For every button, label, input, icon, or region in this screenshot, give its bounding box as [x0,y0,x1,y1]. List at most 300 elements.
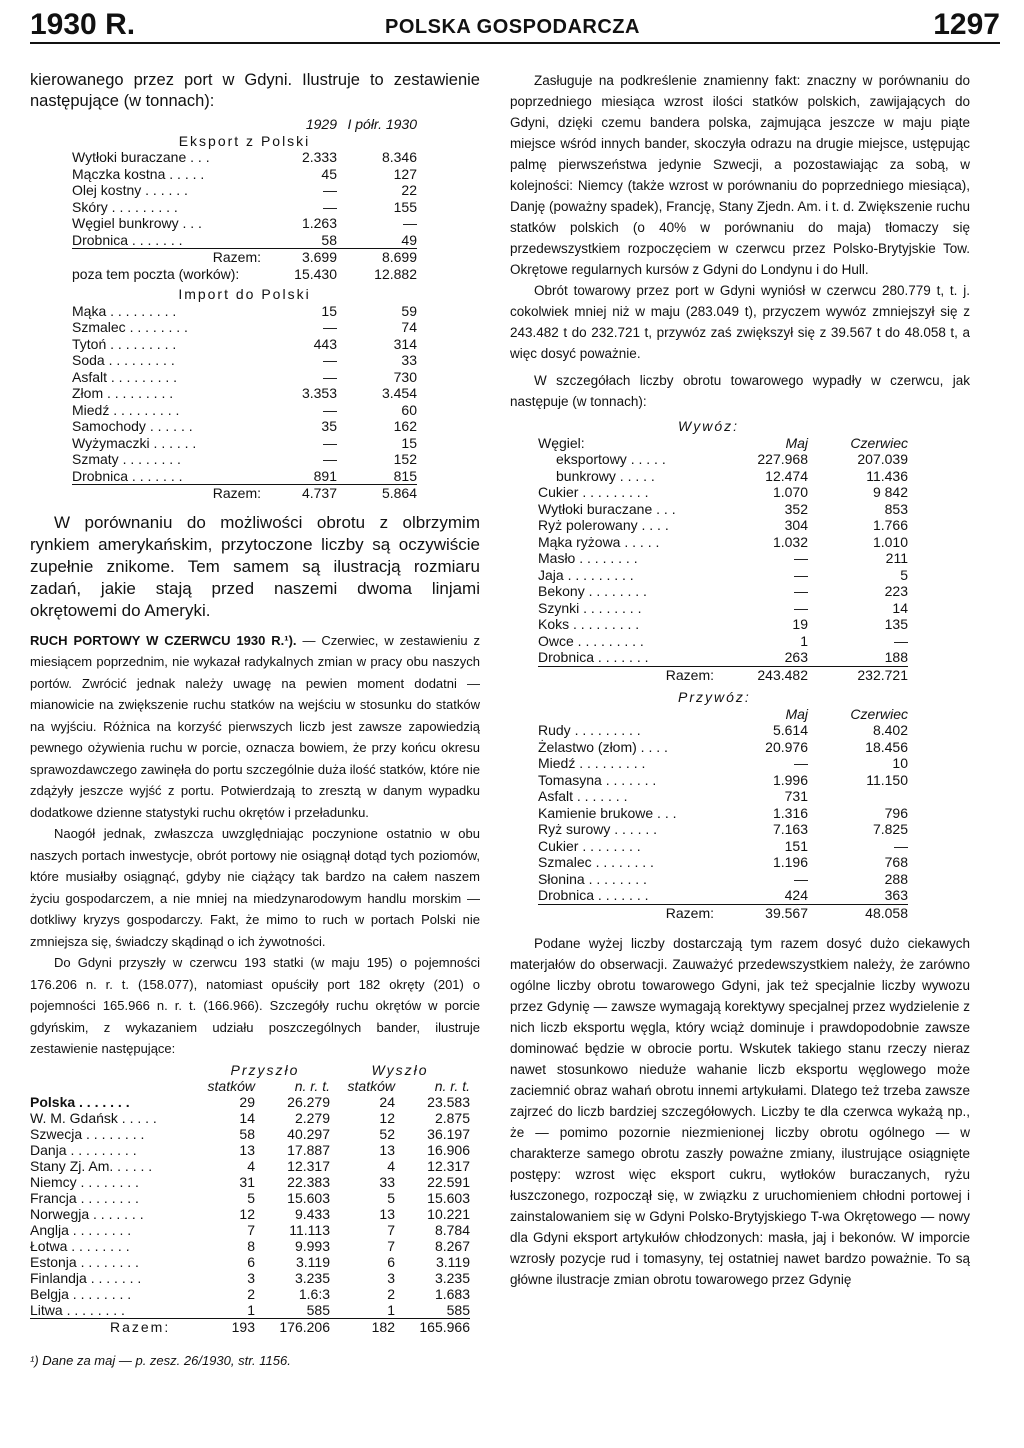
wywoz-total-label: Razem: [538,666,728,683]
przywoz-row [538,854,908,871]
row-value: 20.976 [765,738,808,755]
row-label: Miedź . . . . . . . . . [538,755,646,771]
row-value: — [794,599,808,616]
row-label: Węgiel bunkrowy . . . [72,215,202,231]
row-label: Kamienie brukowe . . . [538,804,677,821]
przywoz-total-label: Razem: [538,904,728,921]
row-label: Wyżymaczki . . . . . . [72,434,197,451]
import-total-label: Razem: [72,485,267,502]
row-label: Bekony . . . . . . . . [538,583,647,599]
row-value: 10 [892,755,908,771]
import-row [72,303,417,320]
row-value: 1.996 [772,771,808,788]
row-value: 15 [321,302,337,319]
row-label: Polska . . . . . . . [30,1093,130,1110]
row-value: 3 [247,1269,255,1286]
row-value: 7.163 [772,821,808,837]
row-label: Mąka . . . . . . . . . [72,302,177,319]
row-label: Żelastwo (złom) . . . . [538,738,668,755]
poza-b: 12.882 [374,265,417,282]
row-value: 52 [379,1125,395,1142]
row-value: 5.614 [772,722,808,738]
row-label: Mączka kostna . . . . . [72,165,205,182]
row-value: 35 [321,418,337,434]
przywoz-row [538,772,908,789]
paragraph-ruch [30,630,480,824]
row-value: 2.875 [434,1109,470,1126]
right-column [510,70,970,1290]
import-row [72,451,417,468]
flag-row [30,1270,470,1286]
row-value: 2.279 [294,1109,330,1126]
row-value: 2 [247,1285,255,1302]
export-import-table [72,116,417,502]
export-row [72,182,417,199]
wywoz-row [538,649,908,666]
row-value: 155 [393,198,417,215]
row-label: Tomasyna . . . . . . . [538,771,657,788]
row-value: 13 [379,1141,395,1158]
row-label: Anglja . . . . . . . . [30,1221,132,1238]
row-value: 3.454 [381,385,417,401]
row-value: 1.010 [872,533,908,550]
wywoz-row [538,567,908,584]
row-value: 3.119 [296,1253,330,1270]
row-value: 443 [313,335,337,352]
row-value: — [323,434,337,451]
row-value: 227.968 [757,451,808,467]
row-value: 1.766 [872,517,908,533]
row-value: 768 [884,854,908,870]
row-value: — [894,837,908,854]
row-value: 151 [784,837,808,854]
przywoz-row [538,788,908,805]
wywoz-title: Wywóz: [678,418,739,434]
header-journal-title: POLSKA GOSPODARCZA [385,16,640,38]
export-row [72,199,417,216]
row-value: 15.603 [427,1189,470,1206]
row-value: 731 [784,788,808,804]
flags-total-b: 176.206 [255,1318,330,1335]
poza-a: 15.430 [294,265,337,282]
row-value: 135 [884,616,908,632]
row-label: Tytoń . . . . . . . . . [72,335,177,352]
row-value: — [403,215,417,231]
przywoz-row [538,722,908,739]
row-label: Drobnica . . . . . . . [72,467,183,484]
flags-total-c: 182 [330,1318,395,1335]
flag-row [30,1126,470,1142]
row-value: 211 [885,550,908,566]
col-1929: 1929 [305,116,337,132]
row-label: Samochody . . . . . . [72,418,193,434]
row-value: 3.235 [294,1269,330,1286]
row-value: 7 [247,1221,255,1238]
row-value: — [323,182,337,198]
flags-total-label: Razem: [30,1318,200,1335]
row-value: 14 [239,1109,255,1126]
row-value: 424 [784,887,808,903]
left-column [30,70,480,1368]
row-value: 12 [379,1109,395,1126]
przywoz-row [538,871,908,888]
import-row [72,418,417,435]
paragraph-szczegoly: W szczegółach liczby obrotu towarowego wypadły w czerwcu, jak następuje (w tonnach): [510,373,970,409]
intro-text: kierowanego przez port w Gdyni. Ilustruje to zestawienie następujące (w tonnach): [30,71,480,110]
row-value: 9.433 [294,1205,330,1222]
row-value: 74 [401,319,417,335]
row-value: 31 [239,1173,255,1190]
row-label: Złom . . . . . . . . . [72,385,174,401]
row-value: 1 [800,632,808,649]
row-value: 3.353 [301,385,337,401]
flag-row [30,1254,470,1270]
row-value: — [323,198,337,215]
row-value: 352 [784,500,808,517]
row-value: 9 842 [872,484,908,500]
row-label: Wytłoki buraczane . . . [538,500,676,517]
row-label: Drobnica . . . . . . . [538,649,649,665]
row-value: 4 [247,1157,255,1174]
row-value: — [323,401,337,418]
row-label: Koks . . . . . . . . . [538,616,640,632]
row-value: 12.317 [287,1157,330,1174]
row-value: 5 [900,566,908,583]
row-value: — [323,451,337,467]
row-value: 13 [379,1205,395,1222]
row-value: 36.197 [427,1125,470,1142]
row-value [808,788,908,805]
import-total-a: 4.737 [267,485,337,502]
row-label: Masło . . . . . . . . [538,550,638,566]
row-value: 7 [387,1221,395,1238]
flags-total-a: 193 [200,1318,255,1335]
row-label: Skóry . . . . . . . . . [72,198,178,215]
row-value: 207.039 [857,451,908,467]
flag-row [30,1110,470,1126]
row-label: Soda . . . . . . . . . [72,352,175,368]
import-row [72,435,417,452]
row-label: Drobnica . . . . . . . [72,231,183,248]
row-label: Mąka ryżowa . . . . . [538,533,660,550]
row-value: — [323,368,337,385]
export-row [72,232,417,249]
row-value: 1.6:3 [298,1285,330,1302]
flag-row [30,1222,470,1238]
import-title: Import do Polski [178,286,311,302]
row-value: 3.119 [436,1253,470,1270]
row-value: 363 [884,887,908,903]
przywoz-row [538,755,908,772]
row-value: 2.333 [301,149,337,165]
wywoz-row [538,583,908,600]
paragraph-comparison: W porównaniu do możliwości obrotu z olbrzymim rynkiem amerykańskim, przytoczone liczby są oczywiście zupełnie znikome. Tem samem są ilustracją rozmiaru zadań, jakie stają przed naszemi dwoma linjami okrętowemi do Ameryki. [30,512,480,620]
page-header [30,8,1000,44]
row-value: 1.196 [772,854,808,870]
row-value: 7 [387,1237,395,1254]
wywoz-row [538,517,908,534]
row-value: 5 [247,1189,255,1206]
przyszlo-head: Przyszło [230,1061,300,1078]
wywoz-col-maj: Maj [785,434,808,451]
przywoz-row [538,821,908,838]
row-label: Niemcy . . . . . . . . [30,1173,139,1190]
row-value: — [323,319,337,335]
row-value: 18.456 [865,738,908,755]
row-value: 3 [387,1269,395,1286]
row-label: Ryż polerowany . . . . [538,517,669,533]
row-value: 14 [892,599,908,616]
flags-table [30,1062,470,1335]
row-value: 1.263 [301,215,337,231]
row-value: 9.993 [294,1237,330,1254]
row-label: Olej kostny . . . . . . [72,182,188,198]
przywoz-title: Przywóz: [678,689,751,705]
row-value: — [323,352,337,368]
wyszlo-head: Wyszło [371,1061,429,1078]
row-value: 11.113 [289,1221,330,1238]
export-row [72,149,417,166]
import-row [72,336,417,353]
row-value: 11.436 [866,467,908,484]
row-value: 730 [393,368,417,385]
wywoz-row [538,616,908,633]
ruch-text: — Czerwiec, w zestawieniu z miesiącem poprzednim, nie wykazał radykalnych zmian w pracy obu naszych portów. Zwrócić jednak należy uwagę na pewien moment dodatni — mianowicie na zwiększenie ruchu statków na wejściu w stosunku do statków na wyjściu. Różnica na korzyść pierwszych liczb jest zawsze zapowiedzią pewnego ożywienia ruchu w porcie, oznacza bowiem, że przy końcu okresu sprawozdawczego zawinęła do portu szczególnie duża ilość statków, które nie zdążyły jeszcze wyjść z portu. Potwierdzają to zresztą w danym wypadku dodatkowe dzienne statystyki ruchu okrętów i przeładunku. [30,632,480,820]
wywoz-row [538,534,908,551]
row-label: Stany Zj. Am. . . . . . [30,1157,153,1174]
row-label: Szmalec . . . . . . . . [538,854,654,870]
wywoz-row [538,600,908,617]
row-value: 58 [239,1125,255,1142]
row-value: — [794,566,808,583]
row-value: — [794,583,808,599]
row-label: Szmalec . . . . . . . . [72,319,188,335]
sub-nrt-2: n. r. t. [434,1077,470,1094]
row-label: Litwa . . . . . . . . [30,1301,125,1318]
row-label: Francja . . . . . . . . [30,1189,139,1206]
row-label: eksportowy . . . . . [556,451,666,467]
flag-row [30,1238,470,1254]
flag-row [30,1302,470,1319]
row-value: 12 [239,1205,255,1222]
flag-row [30,1094,470,1110]
ruch-heading: RUCH PORTOWY W CZERWCU 1930 R.¹). [30,632,297,648]
row-value: 815 [393,467,417,484]
row-value: — [894,632,908,649]
row-value: 23.583 [427,1093,470,1110]
row-value: 58 [321,231,337,248]
import-row [72,352,417,369]
row-value: 585 [306,1301,330,1318]
przywoz-total-a: 39.567 [728,904,808,921]
export-total-label: Razem: [72,249,267,266]
row-value: 5 [387,1189,395,1206]
row-value: 188 [884,649,908,665]
header-year: 1930 R. [30,8,136,41]
row-value: 2 [387,1285,395,1302]
row-label: W. M. Gdańsk . . . . . [30,1109,157,1126]
header-page-number: 1297 [933,8,1000,41]
row-label: Belgja . . . . . . . . [30,1285,132,1302]
row-value: 1 [387,1301,395,1318]
row-value: 127 [393,165,417,182]
row-value: 22.591 [427,1173,470,1190]
poza-label: poza tem poczta (worków): [72,265,240,282]
row-value: 29 [239,1093,255,1110]
row-value: 22.383 [287,1173,330,1190]
row-label: Jaja . . . . . . . . . [538,566,634,583]
row-value: 304 [784,517,808,533]
row-value: 33 [379,1173,395,1190]
row-label: Estonja . . . . . . . . [30,1253,139,1270]
row-value: 6 [387,1253,395,1270]
row-label: Ryż surowy . . . . . . [538,821,658,837]
sub-statkow-1: statków [207,1077,255,1094]
export-row [72,215,417,232]
row-value: 12.474 [765,467,808,484]
row-value: — [794,550,808,566]
wywoz-row [538,451,908,468]
row-value: 13 [239,1141,255,1158]
row-value: 1 [247,1301,255,1318]
wywoz-row [538,484,908,501]
paragraph-obrot: Obrót towarowy przez port w Gdyni wyniósł w czerwcu 280.779 t, t. j. cokolwiek mniej niż w maju (283.049 t), przyczem wywóz zmniejszył się z 243.482 t do 232.721 t, przywóz zaś zwiększył się z 39.567 t do 48.058 t, a więc dosyć poważnie. [510,283,970,361]
row-value: 152 [393,451,417,467]
export-title: Eksport z Polski [178,132,311,149]
paragraph-naogol: Naogół jednak, zwłaszcza uwzględniając poczynione ostatnio w obu naszych portach inwestycje, obrót portowy nie osiągnął dotąd tych poziomów, które musiałby osiągnąć, gdyby nie ciążący tak bardzo na całem naszem życiu gospodarczem, a nie mniej na miedzynarodowym handlu morskim — dotkliwy kryzys gospodarczy. Fakt, że mimo to ruch w portach Polski nie zmniejsza się, świadczy skądinąd o ich żywotności. [30,826,480,949]
row-value: 8.346 [381,149,417,165]
row-label: Słonina . . . . . . . . [538,870,647,887]
col-1930: I półr. 1930 [347,116,417,132]
row-value: — [794,755,808,771]
row-value: 796 [884,804,908,821]
row-value: 1.032 [772,533,808,550]
wegiel-label: Węgiel: [538,434,585,451]
footnote: ¹) Dane za maj — p. zesz. 26/1930, str. 1156. [30,1352,291,1368]
row-value: 22 [401,182,417,198]
sub-statkow-2: statków [347,1077,395,1094]
wywoz-row [538,633,908,650]
flag-row [30,1206,470,1222]
row-value: 12.317 [427,1157,470,1174]
row-value: 853 [884,500,908,517]
row-label: Drobnica . . . . . . . [538,887,649,903]
row-value: 59 [401,302,417,319]
row-label: Rudy . . . . . . . . . [538,722,641,738]
row-value: 15.603 [287,1189,330,1206]
row-value: 17.887 [287,1141,330,1158]
flag-row [30,1158,470,1174]
wywoz-row [538,501,908,518]
row-label: Szynki . . . . . . . . [538,599,642,616]
row-label: Szwecja . . . . . . . . [30,1125,145,1142]
wywoz-row [538,468,908,485]
row-value: 162 [393,418,417,434]
row-value: 45 [321,165,337,182]
row-value: 8.784 [434,1221,470,1238]
paragraph-bandera: Zasługuje na podkreślenie znamienny fakt: znaczny w porównaniu do poprzedniego miesiąca wzrost ilości statków polskich, zawijających do Gdyni, dzięki czemu bandera polska, zajmująca jeszcze w maju piąte miejsce wśród innych bander, skoczyła odrazu na drugie miejsce, ustępując palmę pierwszeństwa jedynie Szwecji, a pozostawiając za sobą, w kolejności: Niemcy (także wzrost w porównaniu do poprzedniego miesiąca), Danję (poważny spadek), Francję, Stany Zjedn. Am. i t. d. Zwiększenie ruchu statków polskich (o 40% w porównaniu do maja) tłomaczy się przedewszystkiem rozpoczęciem w czerwcu przez Polsko-Brytyjskie Tow. Okrętowe regularnych kursów z Gdyni do Londynu i do Hull. [510,73,970,277]
row-label: Miedź . . . . . . . . . [72,401,180,418]
row-value: 6 [247,1253,255,1270]
row-value: 288 [884,870,908,887]
przywoz-row [538,838,908,855]
row-value: 585 [446,1301,470,1318]
row-value: 8.402 [872,722,908,738]
row-label: Norwegja . . . . . . . [30,1205,144,1222]
flag-row [30,1142,470,1158]
row-label: Cukier . . . . . . . . [538,837,641,854]
row-value: 8.267 [434,1237,470,1254]
row-label: Cukier . . . . . . . . . [538,484,649,500]
przywoz-row [538,805,908,822]
export-total-a: 3.699 [267,249,337,266]
flags-total-d: 165.966 [395,1318,470,1335]
przywoz-total-b: 48.058 [808,904,908,921]
import-row [72,319,417,336]
row-value: 1.683 [434,1285,470,1302]
row-value: 263 [784,649,808,665]
wywoz-row [538,550,908,567]
wywoz-col-czerwiec: Czerwiec [850,434,908,451]
flag-row [30,1190,470,1206]
row-value: 15 [401,434,417,451]
row-value: 4 [387,1157,395,1174]
przywoz-col-czerwiec: Czerwiec [850,705,908,722]
import-row [72,385,417,402]
row-label: Asfalt . . . . . . . [538,788,628,804]
wywoz-total-b: 232.721 [808,666,908,683]
row-value: 11.150 [866,771,908,788]
row-value: 26.279 [287,1093,330,1110]
wywoz-total-a: 243.482 [728,666,808,683]
row-value: 33 [401,352,417,368]
import-row [72,402,417,419]
row-value: 60 [401,401,417,418]
row-value: — [794,870,808,887]
flag-row [30,1174,470,1190]
row-value: 7.825 [872,821,908,837]
export-row [72,166,417,183]
row-label: Łotwa . . . . . . . . [30,1237,130,1254]
export-total-b: 8.699 [337,249,417,266]
row-label: Asfalt . . . . . . . . . [72,368,178,385]
paragraph-analiza: Podane wyżej liczby dostarczają tym razem dosyć dużo ciekawych materjałów do obserwacji. Zauważyć przedewszystkiem należy, że zarówno ogólne liczby obrotu towarowego Gdyni, jak też specjalnie liczby wywozu przez Gdynię — zawsze wymagają korektywy specjalnej przez wydzielenie z nich liczb eksportu węgla, który wciąż dominuje i prawdopodobnie zawsze dominować będzie w obrocie portu. Wskutek takiego stanu rzeczy nieraz nawet stosunkowo nieduże wahanie liczb eksportu węglowego może zaciemnić obraz wahań obrotu innemi artykułami. Dlatego też trzeba zawsze zajrzeć do liczb bardziej szczegółowych. Liczby te dla czerwca wykażą np., że — pomimo pozornie niezmienionej liczby obrotu ogólnego — w charakterze samego obrotu zaszły poważne zmiany, ilustrujące osiągnięte postępy: wzrost więc eksport cukru, wytłoków buraczanych, ryżu łuszczonego, rozpoczął się, w związku z uruchomieniem chłodni portowej i zainstalowaniem się w Gdyni Polsko-Brytyjskiego T-wa Okrętowego — nowy dla Gdyni eksport artykułów chłodzonych: masła, jaj i bekonów. W imporcie wzrosły pozycje rud i tomasyny, tej ostatniej nawet bardzo poważnie. To są główne ilustracje zmian obrotu towarowego przez Gdynię [510,936,970,1287]
paragraph-gdynia: Do Gdyni przyszły w czerwcu 193 statki (w maju 195) o pojemności 176.206 n. r. t. (158.077), natomiast opuściły port 182 okręty (201) o pojemności 165.966 n. r. t. (166.966). Szczegóły ruchu okrętów w porcie gdyńskim, z wykazaniem udziału poszczególnych bander, ilustruje zestawienie następujące: [30,955,480,1056]
row-value: 8 [247,1237,255,1254]
row-label: Finlandja . . . . . . . [30,1269,142,1286]
wywoz-table [538,418,908,921]
row-label: bunkrowy . . . . . [556,467,655,484]
przywoz-col-maj: Maj [785,705,808,722]
import-total-b: 5.864 [337,485,417,502]
sub-nrt-1: n. r. t. [294,1077,330,1094]
row-value: 223 [884,583,908,599]
przywoz-row [538,739,908,756]
flag-row [30,1286,470,1302]
row-value: 1.316 [772,804,808,821]
row-value: 16.906 [427,1141,470,1158]
row-value: 314 [393,335,417,352]
row-label: Szmaty . . . . . . . . [72,451,181,467]
row-value: 24 [379,1093,395,1110]
row-value: 49 [401,231,417,248]
row-label: Danja . . . . . . . . . [30,1141,137,1158]
import-row [72,369,417,386]
row-value: 10.221 [427,1205,470,1222]
row-value: 891 [313,467,337,484]
row-value: 40.297 [287,1125,330,1142]
row-label: Wytłoki buraczane . . . [72,149,210,165]
